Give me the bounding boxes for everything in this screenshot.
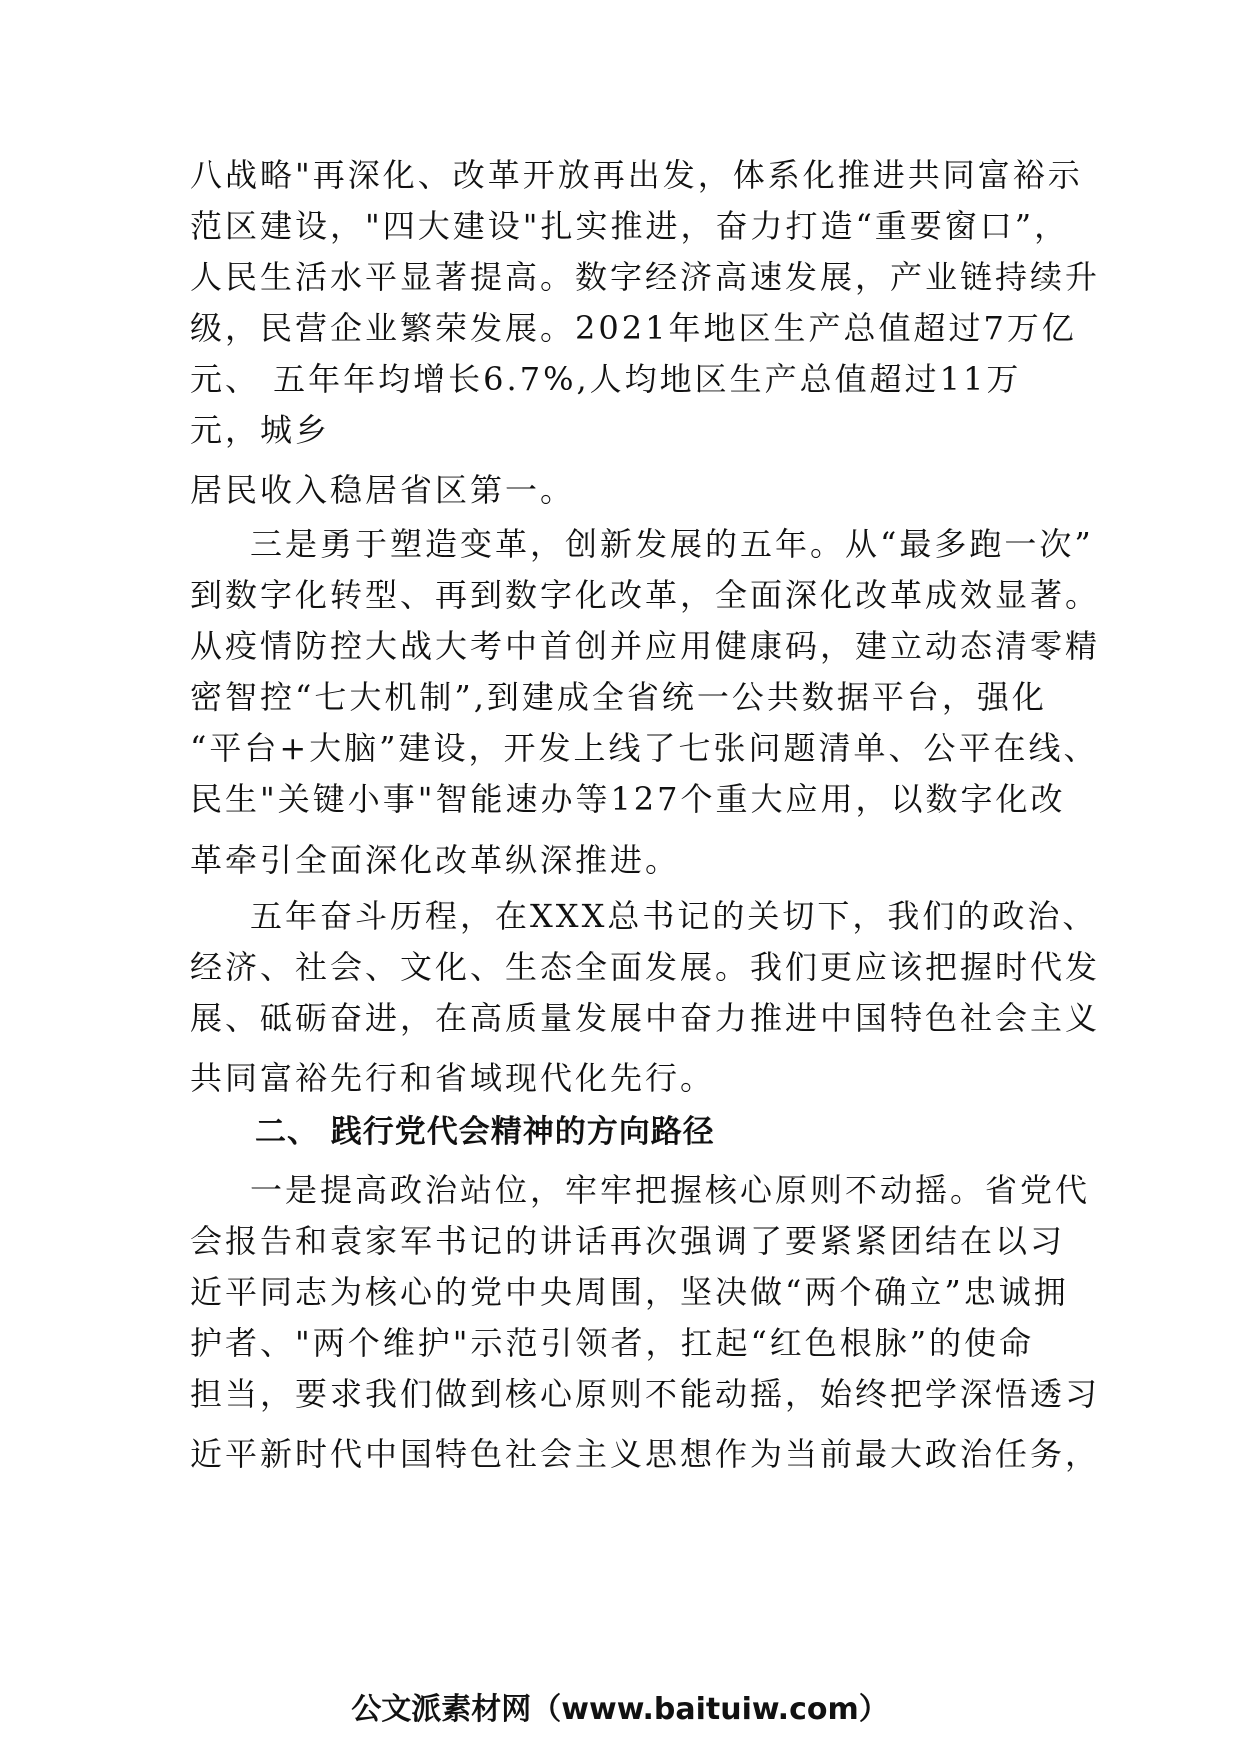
- body-text-line: 级，民营企业繁荣发展。2021年地区生产总值超过7万亿: [190, 309, 1077, 347]
- body-text-line: 范区建设，"四大建设"扎实推进，奋力打造“重要窗口”，: [190, 207, 1070, 245]
- body-text-line: 元、 五年年均增长6.7%,人均地区生产总值超过11万: [190, 360, 1022, 398]
- paragraph-start-line: 一是提高政治站位，牢牢把握核心原则不动摇。省党代: [250, 1171, 1091, 1209]
- body-text-line: 密智控“七大机制”,到建成全省统一公共数据平台，强化: [190, 678, 1047, 716]
- body-text-line: 人民生活水平显著提高。数字经济高速发展，产业链持续升: [190, 258, 1101, 296]
- body-text-line: 近平新时代中国特色社会主义思想作为当前最大政治任务，: [190, 1435, 1101, 1473]
- body-text-line: 担当，要求我们做到核心原则不能动摇，始终把学深悟透习: [190, 1375, 1101, 1413]
- body-text-line: 革牵引全面深化改革纵深推进。: [190, 841, 681, 879]
- footer-source-text: 公文派素材网（www.baituiw.com）: [351, 1692, 889, 1727]
- body-text-line: 居民收入稳居省区第一。: [190, 471, 576, 509]
- body-text-line: 近平同志为核心的党中央周围，坚决做“两个确立”忠诚拥: [190, 1273, 1069, 1311]
- body-text-line: 元，城乡: [190, 411, 331, 449]
- paragraph-start-line: 三是勇于塑造变革，创新发展的五年。从“最多跑一次”: [250, 525, 1094, 563]
- section-heading: 二、 践行党代会精神的方向路径: [255, 1114, 715, 1150]
- body-text-line: 展、砥砺奋进，在高质量发展中奋力推进中国特色社会主义: [190, 999, 1101, 1037]
- body-text-line: 经济、社会、文化、生态全面发展。我们更应该把握时代发: [190, 948, 1101, 986]
- body-text-line: 会报告和袁家军书记的讲话再次强调了要紧紧团结在以习: [190, 1222, 1066, 1260]
- body-text-line: 八战略"再深化、改革开放再出发，体系化推进共同富裕示: [190, 156, 1083, 194]
- body-text-line: 共同富裕先行和省域现代化先行。: [190, 1059, 716, 1097]
- body-text-line: 从疫情防控大战大考中首创并应用健康码，建立动态清零精: [190, 627, 1101, 665]
- paragraph-start-line: 五年奋斗历程，在XXX总书记的关切下，我们的政治、: [250, 897, 1098, 935]
- body-text-line: 民生"关键小事"智能速办等127个重大应用，以数字化改: [190, 780, 1066, 818]
- body-text-line: “平台+大脑”建设，开发上线了七张问题清单、公平在线、: [190, 729, 1099, 767]
- body-text-line: 到数字化转型、再到数字化改革，全面深化改革成效显著。: [190, 576, 1101, 614]
- body-text-line: 护者、"两个维护"示范引领者，扛起“红色根脉”的使命: [190, 1324, 1035, 1362]
